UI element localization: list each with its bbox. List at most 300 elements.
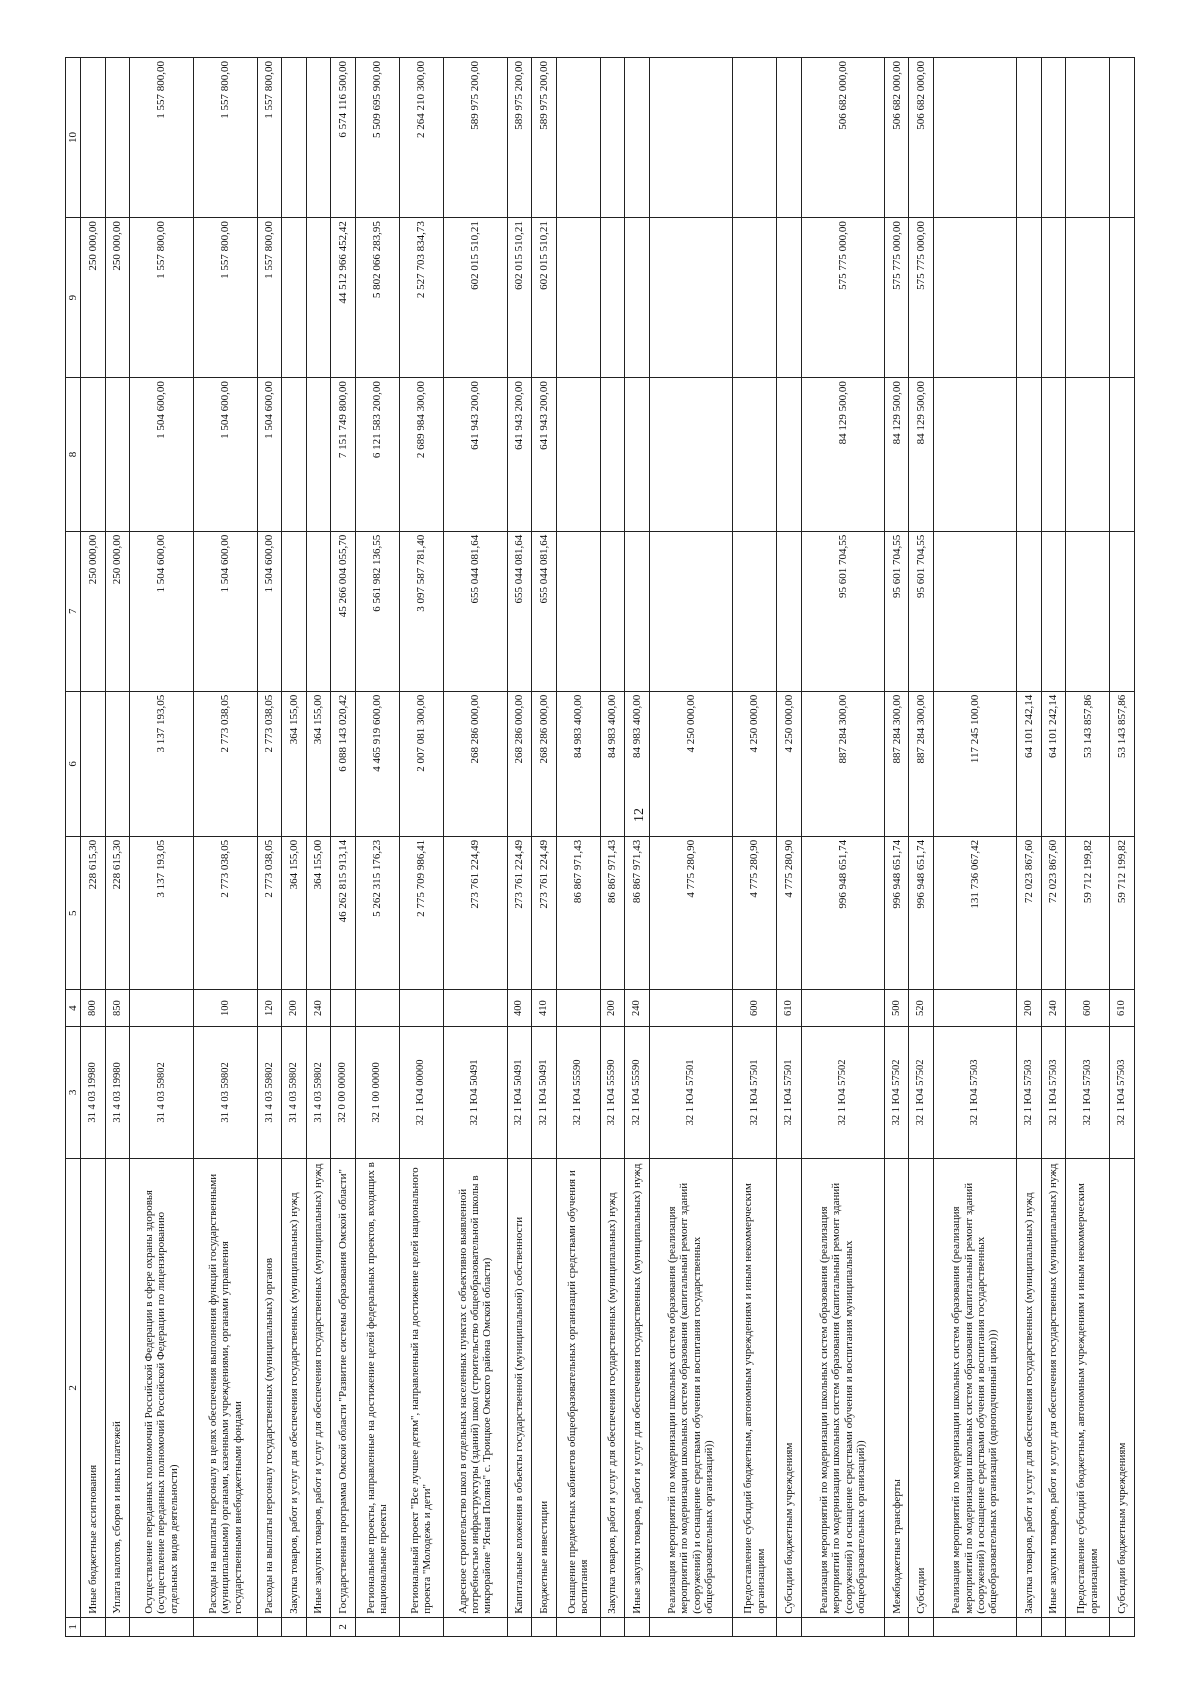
amount-cell [600, 531, 624, 691]
row-number-cell [507, 1617, 531, 1636]
amount-cell [649, 378, 732, 532]
header-cell: 4 [66, 990, 81, 1026]
amount-cell [1017, 531, 1041, 691]
budget-code-cell: 32 1 Ю4 57503 [1066, 1026, 1110, 1158]
amount-cell [777, 58, 801, 218]
amount-cell: 2 773 038,05 [194, 836, 258, 990]
header-row [66, 58, 81, 1637]
amount-cell [105, 691, 129, 836]
table-row [105, 58, 129, 1637]
budget-code-cell: 32 1 00 00000 [355, 1026, 399, 1158]
amount-cell: 72 023 867,60 [1017, 836, 1041, 990]
amount-cell: 2 264 210 300,00 [399, 58, 443, 218]
table-row [443, 58, 507, 1637]
amount-cell [1066, 531, 1110, 691]
amount-cell: 7 151 749 800,00 [331, 378, 355, 532]
budget-code-cell: 31 4 03 59802 [194, 1026, 258, 1158]
row-number-cell [556, 1617, 600, 1636]
row-number-cell [732, 1617, 776, 1636]
row-number-cell [1066, 1617, 1110, 1636]
amount-cell [556, 218, 600, 378]
budget-code-cell: 32 1 Ю4 57501 [732, 1026, 776, 1158]
row-number-cell [355, 1617, 399, 1636]
amount-cell [282, 58, 306, 218]
amount-cell: 273 761 224,49 [507, 836, 531, 990]
amount-cell: 1 557 800,00 [130, 218, 194, 378]
amount-cell [600, 378, 624, 532]
amount-cell: 1 557 800,00 [257, 218, 281, 378]
amount-cell [625, 531, 649, 691]
expense-type-cell: 240 [625, 990, 649, 1026]
table-row [257, 58, 281, 1637]
amount-cell: 506 682 000,00 [909, 58, 933, 218]
expense-type-cell: 200 [600, 990, 624, 1026]
expense-type-cell [355, 990, 399, 1026]
row-name-cell: Бюджетные инвестиции [532, 1159, 556, 1618]
row-name-cell: Иные бюджетные ассигнования [81, 1159, 105, 1618]
amount-cell: 64 101 242,14 [1017, 691, 1041, 836]
amount-cell: 250 000,00 [105, 531, 129, 691]
row-number-cell [909, 1617, 933, 1636]
table-row [399, 58, 443, 1637]
budget-code-cell: 32 1 Ю4 55590 [556, 1026, 600, 1158]
amount-cell: 86 867 971,43 [600, 836, 624, 990]
amount-cell: 268 286 000,00 [507, 691, 531, 836]
amount-cell: 84 129 500,00 [801, 378, 884, 532]
table-row [649, 58, 732, 1637]
amount-cell: 2 773 038,05 [194, 691, 258, 836]
amount-cell [105, 378, 129, 532]
table-row [532, 58, 556, 1637]
amount-cell: 506 682 000,00 [884, 58, 908, 218]
amount-cell: 2 689 984 300,00 [399, 378, 443, 532]
amount-cell [1110, 531, 1135, 691]
table-row [801, 58, 884, 1637]
amount-cell: 86 867 971,43 [556, 836, 600, 990]
amount-cell: 250 000,00 [81, 218, 105, 378]
row-name-cell: Капитальные вложения в объекты государственной (муниципальной) собственности [507, 1159, 531, 1618]
header-cell: 1 [66, 1617, 81, 1636]
row-number-cell: 2 [331, 1617, 355, 1636]
expense-type-cell [801, 990, 884, 1026]
header-cell: 5 [66, 836, 81, 990]
budget-code-cell: 31 4 03 59802 [306, 1026, 330, 1158]
amount-cell: 45 266 004 055,70 [331, 531, 355, 691]
row-name-cell: Предоставление субсидий бюджетным, автономным учреждениям и иным некоммерческим организациям [732, 1159, 776, 1618]
row-name-cell: Межбюджетные трансферты [884, 1159, 908, 1618]
amount-cell [625, 378, 649, 532]
row-name-cell: Закупка товаров, работ и услуг для обеспечения государственных (муниципальных) нужд [282, 1159, 306, 1618]
row-number-cell [130, 1617, 194, 1636]
amount-cell [732, 218, 776, 378]
table-row [81, 58, 105, 1637]
amount-cell: 655 044 081,64 [507, 531, 531, 691]
amount-cell: 506 682 000,00 [801, 58, 884, 218]
row-number-cell [777, 1617, 801, 1636]
amount-cell: 887 284 300,00 [909, 691, 933, 836]
row-number-cell [1110, 1617, 1135, 1636]
amount-cell: 364 155,00 [282, 691, 306, 836]
amount-cell [933, 531, 1016, 691]
amount-cell: 4 775 280,90 [777, 836, 801, 990]
budget-code-cell: 32 1 Ю4 57503 [1017, 1026, 1041, 1158]
amount-cell: 887 284 300,00 [801, 691, 884, 836]
amount-cell [105, 58, 129, 218]
row-number-cell [399, 1617, 443, 1636]
amount-cell [1041, 218, 1065, 378]
amount-cell [732, 531, 776, 691]
amount-cell: 589 975 200,00 [443, 58, 507, 218]
amount-cell [777, 378, 801, 532]
budget-code-cell: 32 1 Ю4 57502 [801, 1026, 884, 1158]
amount-cell: 2 007 081 300,00 [399, 691, 443, 836]
amount-cell [1041, 531, 1065, 691]
expense-type-cell [556, 990, 600, 1026]
amount-cell [1110, 378, 1135, 532]
amount-cell: 641 943 200,00 [532, 378, 556, 532]
amount-cell [556, 531, 600, 691]
table-row [884, 58, 908, 1637]
header-cell: 10 [66, 58, 81, 218]
amount-cell [1066, 378, 1110, 532]
row-number-cell [600, 1617, 624, 1636]
amount-cell: 84 129 500,00 [909, 378, 933, 532]
row-number-cell [194, 1617, 258, 1636]
amount-cell: 2 773 038,05 [257, 836, 281, 990]
budget-code-cell: 31 4 03 19980 [81, 1026, 105, 1158]
amount-cell: 6 574 116 500,00 [331, 58, 355, 218]
expense-type-cell [399, 990, 443, 1026]
amount-cell: 268 286 000,00 [443, 691, 507, 836]
row-number-cell [1017, 1617, 1041, 1636]
expense-type-cell: 800 [81, 990, 105, 1026]
amount-cell: 1 557 800,00 [194, 218, 258, 378]
amount-cell: 273 761 224,49 [532, 836, 556, 990]
budget-code-cell: 31 4 03 59802 [282, 1026, 306, 1158]
row-name-cell: Региональные проекты, направленные на достижение целей федеральных проектов, входящих в национальные проекты [355, 1159, 399, 1618]
amount-cell: 1 504 600,00 [130, 531, 194, 691]
amount-cell [282, 218, 306, 378]
budget-code-cell: 31 4 03 59802 [130, 1026, 194, 1158]
row-number-cell [801, 1617, 884, 1636]
expense-type-cell: 610 [777, 990, 801, 1026]
amount-cell [732, 58, 776, 218]
amount-cell [1066, 58, 1110, 218]
amount-cell: 5 802 066 283,95 [355, 218, 399, 378]
amount-cell: 4 775 280,90 [649, 836, 732, 990]
table-row [331, 58, 355, 1637]
budget-code-cell: 32 1 Ю4 57503 [933, 1026, 1016, 1158]
row-number-cell [532, 1617, 556, 1636]
amount-cell: 84 129 500,00 [884, 378, 908, 532]
row-name-cell: Оснащение предметных кабинетов общеобразовательных организаций средствами обучения и воспитания [556, 1159, 600, 1618]
amount-cell: 575 775 000,00 [884, 218, 908, 378]
amount-cell [81, 691, 105, 836]
row-name-cell: Расходы на выплаты персоналу в целях обеспечения выполнения функций государственными (муниципальными) органами, казенными учреждениями, органами управления государственными внебюджетными фондами [194, 1159, 258, 1618]
amount-cell: 1 504 600,00 [194, 378, 258, 532]
amount-cell: 95 601 704,55 [801, 531, 884, 691]
amount-cell [306, 58, 330, 218]
amount-cell: 250 000,00 [81, 531, 105, 691]
amount-cell: 6 561 982 136,55 [355, 531, 399, 691]
amount-cell: 2 773 038,05 [257, 691, 281, 836]
amount-cell: 887 284 300,00 [884, 691, 908, 836]
row-name-cell: Субсидии [909, 1159, 933, 1618]
table-row [306, 58, 330, 1637]
amount-cell: 1 504 600,00 [194, 531, 258, 691]
row-number-cell [81, 1617, 105, 1636]
amount-cell [600, 58, 624, 218]
row-number-cell [282, 1617, 306, 1636]
expense-type-cell: 240 [1041, 990, 1065, 1026]
budget-code-cell: 32 1 Ю4 00000 [399, 1026, 443, 1158]
amount-cell: 53 143 857,86 [1066, 691, 1110, 836]
amount-cell: 4 775 280,90 [732, 836, 776, 990]
row-name-cell: Реализация мероприятий по модернизации школьных систем образования (реализация мероприятий по модернизации школьных систем образования (капитальный ремонт зданий (сооружений) и оснащение средствами обучения и воспитания муниципальных общеобразовательных организаций)) [801, 1159, 884, 1618]
table-body [81, 58, 1135, 1637]
expense-type-cell: 410 [532, 990, 556, 1026]
amount-cell: 575 775 000,00 [801, 218, 884, 378]
expense-type-cell: 600 [1066, 990, 1110, 1026]
amount-cell: 3 137 193,05 [130, 836, 194, 990]
amount-cell: 1 504 600,00 [257, 531, 281, 691]
amount-cell [933, 218, 1016, 378]
row-number-cell [443, 1617, 507, 1636]
table-row [600, 58, 624, 1637]
budget-table-container [65, 57, 1135, 1637]
amount-cell: 1 557 800,00 [257, 58, 281, 218]
amount-cell: 641 943 200,00 [507, 378, 531, 532]
amount-cell: 268 286 000,00 [532, 691, 556, 836]
row-name-cell: Иные закупки товаров, работ и услуг для обеспечения государственных (муниципальных) нужд [306, 1159, 330, 1618]
amount-cell: 364 155,00 [282, 836, 306, 990]
row-number-cell [884, 1617, 908, 1636]
amount-cell: 4 465 919 600,00 [355, 691, 399, 836]
amount-cell: 364 155,00 [306, 691, 330, 836]
table-row [625, 58, 649, 1637]
row-name-cell: Расходы на выплаты персоналу государственных (муниципальных) органов [257, 1159, 281, 1618]
row-name-cell: Реализация мероприятий по модернизации школьных систем образования (реализация мероприятий по модернизации школьных систем образования (капитальный ремонт зданий (сооружений) и оснащение средствами обучения и воспитания государственных общеобразовательных организаций)) [649, 1159, 732, 1618]
amount-cell [649, 531, 732, 691]
amount-cell [306, 531, 330, 691]
row-number-cell [649, 1617, 732, 1636]
amount-cell [81, 378, 105, 532]
amount-cell: 117 245 100,00 [933, 691, 1016, 836]
amount-cell [282, 531, 306, 691]
table-row [777, 58, 801, 1637]
amount-cell: 59 712 199,82 [1110, 836, 1135, 990]
page-number: 12 [632, 808, 647, 822]
amount-cell: 59 712 199,82 [1066, 836, 1110, 990]
amount-cell: 4 250 000,00 [777, 691, 801, 836]
table-row [355, 58, 399, 1637]
amount-cell: 996 948 651,74 [884, 836, 908, 990]
row-number-cell [105, 1617, 129, 1636]
amount-cell: 44 512 966 452,42 [331, 218, 355, 378]
budget-code-cell: 32 1 Ю4 57501 [649, 1026, 732, 1158]
amount-cell: 2 527 703 834,73 [399, 218, 443, 378]
expense-type-cell: 120 [257, 990, 281, 1026]
amount-cell: 84 983 400,00 [556, 691, 600, 836]
budget-code-cell: 32 1 Ю4 50491 [532, 1026, 556, 1158]
amount-cell: 4 250 000,00 [649, 691, 732, 836]
amount-cell: 655 044 081,64 [532, 531, 556, 691]
amount-cell [556, 378, 600, 532]
amount-cell: 6 121 583 200,00 [355, 378, 399, 532]
expense-type-cell: 600 [732, 990, 776, 1026]
amount-cell [556, 58, 600, 218]
row-number-cell [933, 1617, 1016, 1636]
expense-type-cell: 200 [1017, 990, 1041, 1026]
table-row [1110, 58, 1135, 1637]
row-name-cell: Закупка товаров, работ и услуг для обеспечения государственных (муниципальных) нужд [600, 1159, 624, 1618]
row-name-cell: Субсидии бюджетным учреждениям [1110, 1159, 1135, 1618]
budget-code-cell: 32 1 Ю4 50491 [443, 1026, 507, 1158]
table-row [732, 58, 776, 1637]
amount-cell: 641 943 200,00 [443, 378, 507, 532]
expense-type-cell: 500 [884, 990, 908, 1026]
expense-type-cell: 240 [306, 990, 330, 1026]
row-name-cell: Субсидии бюджетным учреждениям [777, 1159, 801, 1618]
row-name-cell: Региональный проект "Все лучшее детям", направленный на достижение целей национального проекта "Молодежь и дети" [399, 1159, 443, 1618]
amount-cell [1017, 378, 1041, 532]
amount-cell: 364 155,00 [306, 836, 330, 990]
amount-cell: 2 775 709 986,41 [399, 836, 443, 990]
amount-cell: 64 101 242,14 [1041, 691, 1065, 836]
header-cell: 7 [66, 531, 81, 691]
amount-cell [1110, 218, 1135, 378]
row-name-cell: Адресное строительство школ в отдельных населенных пунктах с объективно выявленной потребностью инфраструктуры (зданий) школ (строительство общеобразовательной школы в микрорайоне "Ясная Поляна" с. Троицкое Омского района Омской области) [443, 1159, 507, 1618]
amount-cell [777, 531, 801, 691]
expense-type-cell: 610 [1110, 990, 1135, 1026]
expense-type-cell [331, 990, 355, 1026]
row-number-cell [306, 1617, 330, 1636]
budget-code-cell: 32 1 Ю4 57502 [884, 1026, 908, 1158]
amount-cell [1041, 378, 1065, 532]
amount-cell: 5 262 315 176,23 [355, 836, 399, 990]
amount-cell [625, 218, 649, 378]
amount-cell: 131 736 067,42 [933, 836, 1016, 990]
row-number-cell [1041, 1617, 1065, 1636]
amount-cell: 602 015 510,21 [532, 218, 556, 378]
amount-cell: 589 975 200,00 [532, 58, 556, 218]
amount-cell: 996 948 651,74 [801, 836, 884, 990]
budget-code-cell: 32 1 Ю4 57503 [1110, 1026, 1135, 1158]
budget-code-cell: 32 1 Ю4 55590 [600, 1026, 624, 1158]
budget-code-cell: 32 1 Ю4 55590 [625, 1026, 649, 1158]
amount-cell: 228 615,30 [105, 836, 129, 990]
row-name-cell: Предоставление субсидий бюджетным, автономным учреждениям и иным некоммерческим организациям [1066, 1159, 1110, 1618]
row-name-cell: Иные закупки товаров, работ и услуг для обеспечения государственных (муниципальных) нужд [1041, 1159, 1065, 1618]
amount-cell: 1 557 800,00 [130, 58, 194, 218]
table-row [556, 58, 600, 1637]
row-name-cell: Иные закупки товаров, работ и услуг для обеспечения государственных (муниципальных) нужд [625, 1159, 649, 1618]
row-name-cell: Осуществление переданных полномочий Российской Федерации в сфере охраны здоровья (осуществление переданных полномочий Российской Федерации по лицензированию отдельных видов деятельности) [130, 1159, 194, 1618]
header-cell: 9 [66, 218, 81, 378]
header-cell: 8 [66, 378, 81, 532]
amount-cell: 1 504 600,00 [257, 378, 281, 532]
table-row [282, 58, 306, 1637]
row-name-cell: Государственная программа Омской области "Развитие системы образования Омской области" [331, 1159, 355, 1618]
header-cell: 2 [66, 1159, 81, 1618]
amount-cell: 95 601 704,55 [884, 531, 908, 691]
amount-cell [933, 378, 1016, 532]
amount-cell: 72 023 867,60 [1041, 836, 1065, 990]
expense-type-cell: 850 [105, 990, 129, 1026]
amount-cell: 602 015 510,21 [507, 218, 531, 378]
amount-cell [1066, 218, 1110, 378]
budget-code-cell: 32 1 Ю4 57501 [777, 1026, 801, 1158]
row-number-cell [625, 1617, 649, 1636]
amount-cell [625, 58, 649, 218]
amount-cell: 589 975 200,00 [507, 58, 531, 218]
amount-cell [81, 58, 105, 218]
row-name-cell: Закупка товаров, работ и услуг для обеспечения государственных (муниципальных) нужд [1017, 1159, 1041, 1618]
amount-cell: 53 143 857,86 [1110, 691, 1135, 836]
amount-cell: 5 509 695 900,00 [355, 58, 399, 218]
amount-cell: 3 097 587 781,40 [399, 531, 443, 691]
table-row [507, 58, 531, 1637]
amount-cell [306, 218, 330, 378]
amount-cell: 1 557 800,00 [194, 58, 258, 218]
amount-cell: 46 262 815 913,14 [331, 836, 355, 990]
amount-cell [1017, 58, 1041, 218]
expense-type-cell [933, 990, 1016, 1026]
table-row [130, 58, 194, 1637]
amount-cell: 1 504 600,00 [130, 378, 194, 532]
amount-cell: 250 000,00 [105, 218, 129, 378]
expense-type-cell [130, 990, 194, 1026]
amount-cell: 273 761 224,49 [443, 836, 507, 990]
amount-cell: 86 867 971,43 [625, 836, 649, 990]
header-cell: 6 [66, 691, 81, 836]
budget-code-cell: 32 0 00 00000 [331, 1026, 355, 1158]
amount-cell [306, 378, 330, 532]
amount-cell [1041, 58, 1065, 218]
expense-type-cell: 400 [507, 990, 531, 1026]
amount-cell [649, 58, 732, 218]
row-name-cell: Уплата налогов, сборов и иных платежей [105, 1159, 129, 1618]
amount-cell [649, 218, 732, 378]
expense-type-cell: 200 [282, 990, 306, 1026]
budget-code-cell: 32 1 Ю4 57502 [909, 1026, 933, 1158]
table-row [1066, 58, 1110, 1637]
row-number-cell [257, 1617, 281, 1636]
amount-cell [1017, 218, 1041, 378]
amount-cell: 95 601 704,55 [909, 531, 933, 691]
table-row [933, 58, 1016, 1637]
amount-cell: 575 775 000,00 [909, 218, 933, 378]
table-row [194, 58, 258, 1637]
amount-cell: 84 983 400,00 [600, 691, 624, 836]
table-row [1017, 58, 1041, 1637]
table-row [1041, 58, 1065, 1637]
budget-code-cell: 31 4 03 19980 [105, 1026, 129, 1158]
amount-cell [1110, 58, 1135, 218]
amount-cell: 602 015 510,21 [443, 218, 507, 378]
budget-code-cell: 32 1 Ю4 57503 [1041, 1026, 1065, 1158]
budget-code-cell: 31 4 03 59802 [257, 1026, 281, 1158]
amount-cell [933, 58, 1016, 218]
amount-cell: 655 044 081,64 [443, 531, 507, 691]
amount-cell [600, 218, 624, 378]
amount-cell: 6 088 143 020,42 [331, 691, 355, 836]
header-cell: 3 [66, 1026, 81, 1158]
amount-cell: 996 948 651,74 [909, 836, 933, 990]
budget-code-cell: 32 1 Ю4 50491 [507, 1026, 531, 1158]
expense-type-cell [649, 990, 732, 1026]
expense-type-cell [443, 990, 507, 1026]
